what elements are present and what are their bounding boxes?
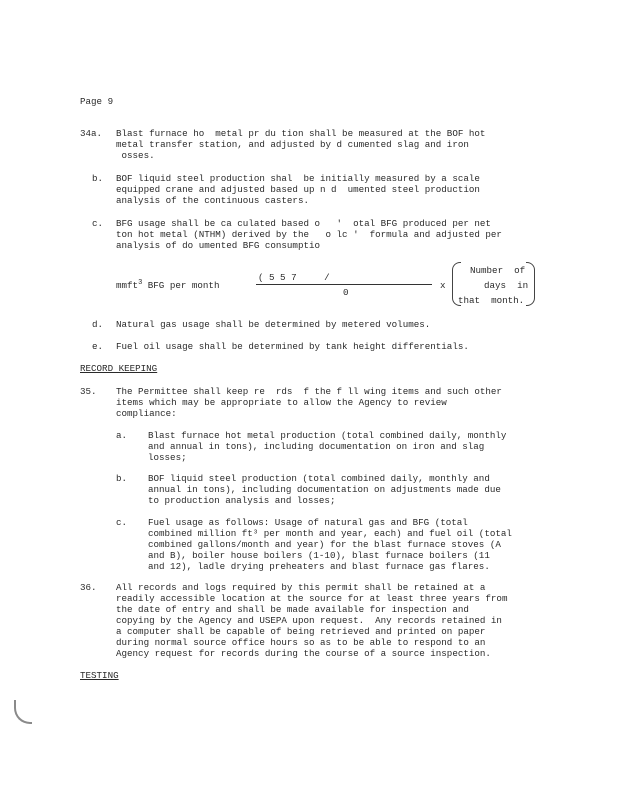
text-line: annual in tons), including documentation on adjustments made due (148, 484, 501, 495)
text-line: The Permittee shall keep re rds f the f ll wing items and such other (116, 386, 502, 397)
item-label: d. (92, 319, 104, 330)
text-line: combined million ft³ per month and year, each) and fuel oil (total (148, 528, 512, 539)
text-line: BFG usage shall be ca culated based o ' otal BFG produced per net (116, 218, 491, 229)
item-label: 34a. (80, 128, 103, 139)
text-line: Blast furnace ho metal pr du tion shall be measured at the BOF hot (116, 128, 486, 139)
text-line: analysis of the continuous casters. (116, 195, 309, 206)
text-line: and 12), ladle drying preheaters and blast furnace gas flares. (148, 561, 490, 572)
text-line: equipped crane and adjusted based up n d umented steel production (116, 184, 480, 195)
item-label: b. (92, 173, 104, 184)
text-line: Natural gas usage shall be determined by metered volumes. (116, 319, 431, 330)
text-line: copying by the Agency and USEPA upon request. Any records retained in (116, 615, 502, 626)
text-line: ton hot metal (NTHM) derived by the o lc ' formula and adjusted per (116, 229, 502, 240)
text-line: Fuel oil usage shall be determined by tank height differentials. (116, 341, 469, 352)
text-line: losses; (148, 452, 187, 463)
formula-denominator: 0 (343, 287, 349, 298)
formula-numerator: ( 5 5 7 / (258, 272, 330, 283)
item-label: c. (92, 218, 104, 229)
text-line: BOF liquid steel production shal be initially measured by a scale (116, 173, 480, 184)
text-line: All records and logs required by this permit shall be retained at a (116, 582, 486, 593)
text-line: to production analysis and losses; (148, 495, 336, 506)
text-line: Blast furnace hot metal production (total combined daily, monthly (148, 430, 507, 441)
item-label: a. (116, 430, 128, 441)
text-line: and annual in tons), including documentation on iron and slag (148, 441, 485, 452)
text-line: readily accessible location at the source for at least three years from (116, 593, 508, 604)
page-label: Page 9 (80, 96, 114, 107)
item-label: c. (116, 517, 128, 528)
item-label: 36. (80, 582, 97, 593)
bracket-line: Number of (470, 265, 526, 276)
fraction-bar (256, 284, 432, 285)
formula-times: x (440, 280, 446, 291)
text-line: and B), boiler house boilers (1-10), blast furnace boilers (11 (148, 550, 490, 561)
section-heading-testing: TESTING (80, 670, 119, 681)
text-line: metal transfer station, and adjusted by d cumented slag and iron (116, 139, 469, 150)
item-label: 35. (80, 386, 97, 397)
bracket-line: that month. (458, 295, 525, 306)
text-line: items which may be appropriate to allow the Agency to review (116, 397, 447, 408)
item-label: b. (116, 473, 128, 484)
formula-lhs: mmft$^3$ BFG per month (116, 278, 220, 291)
item-label: e. (92, 341, 104, 352)
text-line: a computer shall be capable of being retrieved and printed on paper (116, 626, 486, 637)
text-line: compliance: (116, 408, 177, 419)
bracket-line: days in (484, 280, 529, 291)
text-line: Agency request for records during the course of a source inspection. (116, 648, 491, 659)
text-line: the date of entry and shall be made available for inspection and (116, 604, 469, 615)
scan-mark (14, 700, 32, 724)
text-line: analysis of do umented BFG consumptio (116, 240, 320, 251)
text-line: combined gallons/month and year) for the blast furnace stoves (A (148, 539, 501, 550)
text-line: Fuel usage as follows: Usage of natural gas and BFG (total (148, 517, 468, 528)
text-line: BOF liquid steel production (total combined daily, monthly and (148, 473, 490, 484)
text-line: during normal source office hours so as to be able to respond to an (116, 637, 486, 648)
text-line: osses. (116, 150, 155, 161)
section-heading-record-keeping: RECORD KEEPING (80, 363, 158, 374)
